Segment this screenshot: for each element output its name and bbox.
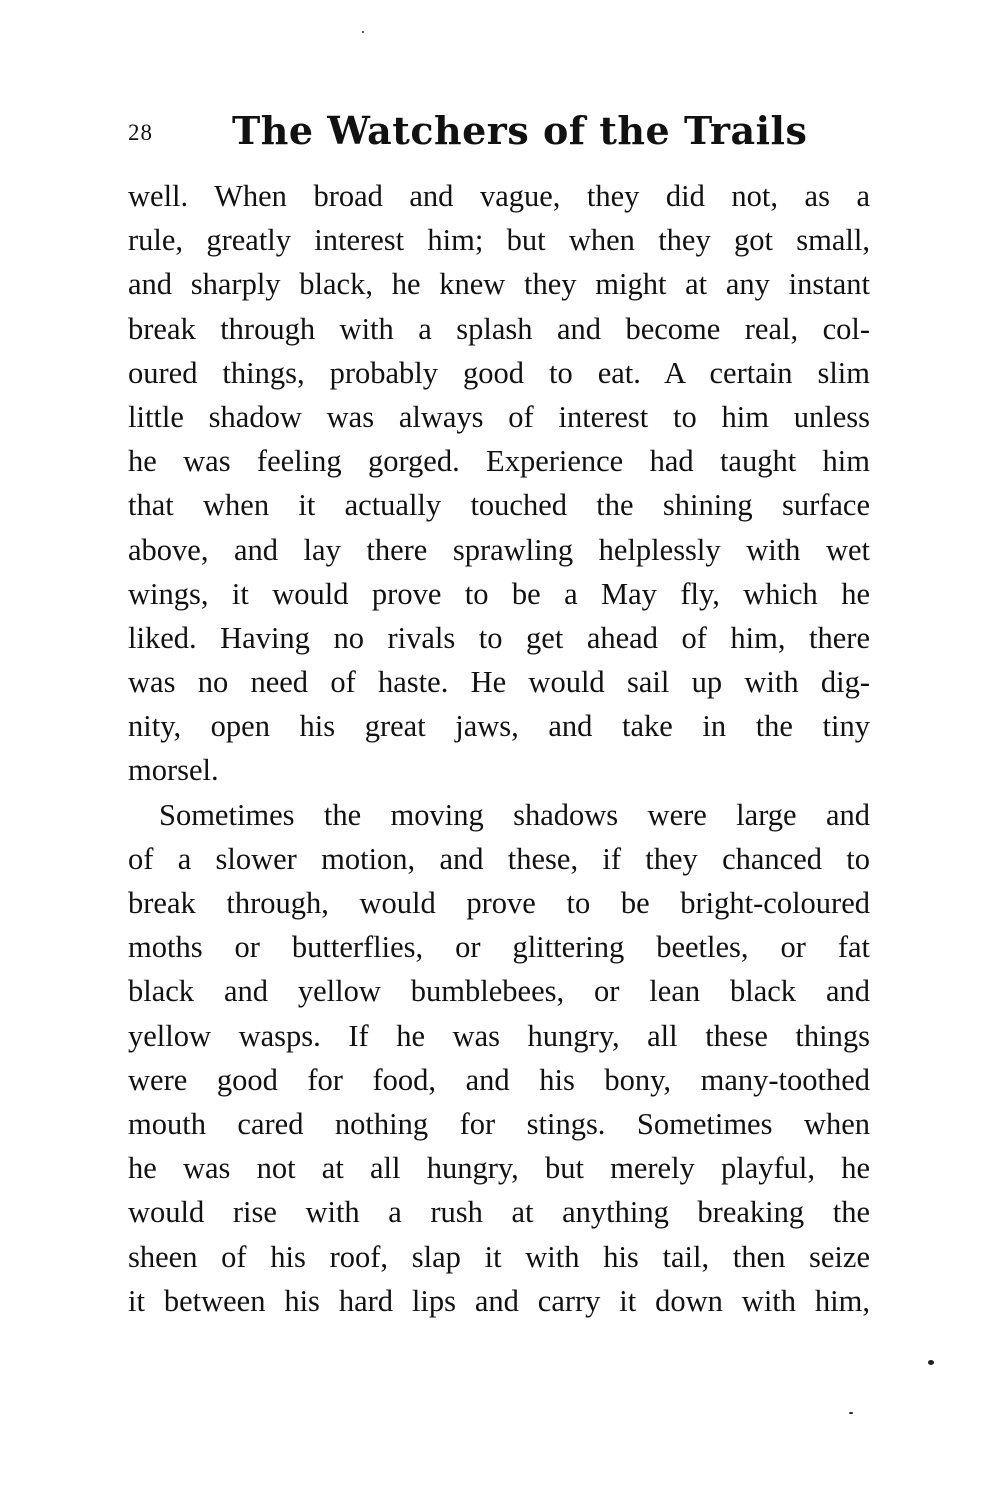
running-head xyxy=(128,108,868,158)
scan-speck xyxy=(928,1360,934,1365)
text-line: wings, it would prove to be a May fly, which he xyxy=(128,576,870,611)
text-line: he was feeling gorged. Experience had taught him xyxy=(128,444,870,479)
text-line: Sometimes the moving shadows were large and xyxy=(159,797,870,832)
text-line: above, and lay there sprawling helplessly with wet xyxy=(128,532,870,567)
text-line: break through, would prove to be bright-coloured xyxy=(128,886,870,920)
text-line: was no need of haste. He would sail up with dig- xyxy=(128,665,870,700)
body-text xyxy=(128,174,870,1323)
text-line: and sharply black, he knew they might at any instant xyxy=(128,267,870,302)
text-line: of a slower motion, and these, if they chanced to xyxy=(128,841,870,876)
page-number: 28 xyxy=(128,120,153,145)
text-line: sheen of his roof, slap it with his tail, then seize xyxy=(128,1239,870,1274)
text-line: yellow wasps. If he was hungry, all these things xyxy=(128,1018,870,1053)
text-line: little shadow was always of interest to him unless xyxy=(128,399,870,434)
text-line: break through with a splash and become real, col- xyxy=(128,311,870,346)
text-line: it between his hard lips and carry it down with him, xyxy=(128,1283,870,1318)
text-line: would rise with a rush at anything breaking the xyxy=(128,1195,870,1230)
text-line: oured things, probably good to eat. A certain slim xyxy=(128,355,870,390)
scan-speck xyxy=(849,1412,853,1414)
text-line: mouth cared nothing for stings. Sometimes when xyxy=(128,1106,870,1141)
text-line: well. When broad and vague, they did not, as a xyxy=(128,179,870,213)
text-line: nity, open his great jaws, and take in the tiny xyxy=(128,709,870,744)
text-line: morsel. xyxy=(128,753,219,788)
paragraph-1 xyxy=(128,174,870,793)
text-line: black and yellow bumblebees, or lean black and xyxy=(128,974,870,1009)
text-line: rule, greatly interest him; but when they got small, xyxy=(128,223,870,258)
text-line: moths or butterflies, or glittering beetles, or fat xyxy=(128,930,870,965)
paragraph-2 xyxy=(128,793,870,1323)
text-line: liked. Having no rivals to get ahead of him, there xyxy=(128,620,870,655)
text-line: that when it actually touched the shining surface xyxy=(128,488,870,523)
page-title: The Watchers of the Trails xyxy=(232,108,808,153)
text-line: he was not at all hungry, but merely playful, he xyxy=(128,1151,870,1186)
text-line: were good for food, and his bony, many-toothed xyxy=(128,1062,870,1097)
scan-speck xyxy=(362,31,364,33)
